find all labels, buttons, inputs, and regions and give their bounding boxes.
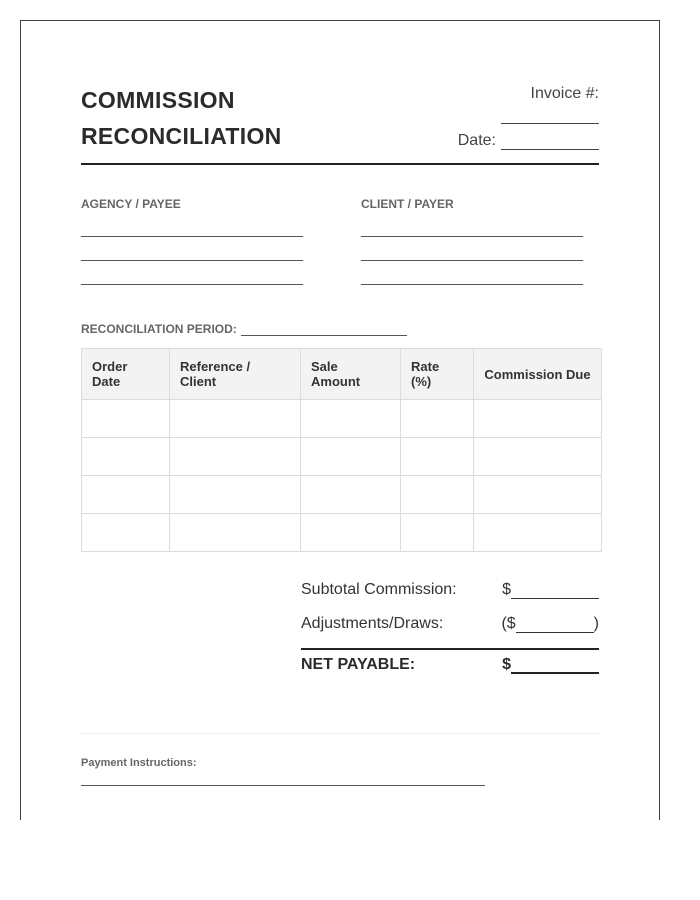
footer-divider	[81, 733, 599, 734]
table-cell[interactable]	[170, 400, 301, 438]
table-row	[82, 514, 602, 552]
agency-line-2[interactable]	[81, 260, 303, 261]
date-row	[458, 132, 599, 150]
document-title-line-1: COMMISSION	[81, 87, 235, 113]
commission-table	[81, 348, 602, 552]
table-cell[interactable]	[474, 476, 602, 514]
table-cell[interactable]	[170, 476, 301, 514]
agency-payee-label: AGENCY / PAYEE	[81, 197, 181, 211]
table-cell[interactable]	[82, 438, 170, 476]
table-cell[interactable]	[474, 400, 602, 438]
client-payer-label: CLIENT / PAYER	[361, 197, 454, 211]
reconciliation-period-field[interactable]	[241, 323, 407, 336]
header-commission-due	[474, 349, 602, 400]
header-order-date-line-2: Date	[92, 374, 121, 389]
header-rate-line-2: (%)	[411, 374, 432, 389]
agency-line-1[interactable]	[81, 236, 303, 237]
header-reference-client-line-2: Client	[180, 374, 217, 389]
table-cell[interactable]	[82, 400, 170, 438]
net-payable-currency-symbol: $	[502, 656, 511, 673]
subtotal-commission-value	[502, 581, 599, 599]
net-payable-value	[502, 656, 599, 674]
table-cell[interactable]	[301, 400, 401, 438]
header-reference-client	[170, 349, 301, 400]
adjustments-draws-label: Adjustments/Draws:	[301, 615, 444, 632]
table-cell[interactable]	[401, 400, 474, 438]
table-row	[82, 438, 602, 476]
table-row	[82, 400, 602, 438]
invoice-number-field[interactable]	[501, 123, 599, 124]
header-divider	[81, 163, 599, 165]
table-cell[interactable]	[170, 438, 301, 476]
header-order-date	[82, 349, 170, 400]
client-line-1[interactable]	[361, 236, 583, 237]
payment-instructions-field[interactable]	[81, 785, 485, 786]
table-cell[interactable]	[474, 514, 602, 552]
client-line-2[interactable]	[361, 260, 583, 261]
agency-line-3[interactable]	[81, 284, 303, 285]
table-cell[interactable]	[301, 438, 401, 476]
net-payable-field[interactable]	[511, 656, 599, 674]
header-rate-line-1: Rate	[411, 359, 440, 374]
table-cell[interactable]	[401, 438, 474, 476]
reconciliation-period-label: RECONCILIATION PERIOD:	[81, 322, 237, 336]
adjustments-draws-field[interactable]	[516, 616, 594, 633]
date-label: Date:	[457, 132, 496, 149]
header-sale-amount-line-1: Sale	[311, 359, 338, 374]
table-cell[interactable]	[301, 514, 401, 552]
table-cell[interactable]	[82, 514, 170, 552]
payment-instructions-label: Payment Instructions:	[81, 757, 197, 769]
document-title-line-2: RECONCILIATION	[81, 123, 282, 149]
reconciliation-period	[81, 322, 407, 336]
table-cell[interactable]	[170, 514, 301, 552]
table-row	[82, 476, 602, 514]
subtotal-commission-field[interactable]	[511, 582, 599, 599]
header-rate	[401, 349, 474, 400]
document-page	[20, 20, 660, 820]
table-cell[interactable]	[301, 476, 401, 514]
table-header-row	[82, 349, 602, 400]
header-sale-amount	[301, 349, 401, 400]
invoice-number-label: Invoice #:	[530, 85, 599, 102]
table-cell[interactable]	[82, 476, 170, 514]
adjustments-open-paren: ($	[501, 615, 516, 632]
adjustments-close-paren: )	[593, 615, 599, 632]
table-cell[interactable]	[401, 514, 474, 552]
subtotal-commission-label: Subtotal Commission:	[301, 581, 457, 598]
adjustments-draws-value	[501, 615, 599, 633]
table-cell[interactable]	[474, 438, 602, 476]
header-reference-client-line-1: Reference /	[180, 359, 251, 374]
net-payable-label: NET PAYABLE:	[301, 656, 416, 673]
table-cell[interactable]	[401, 476, 474, 514]
date-field[interactable]	[501, 133, 599, 150]
header-sale-amount-line-2: Amount	[311, 374, 361, 389]
net-payable-divider	[301, 648, 599, 650]
subtotal-currency-symbol: $	[502, 581, 511, 598]
header-commission-due-label: Commission Due	[484, 366, 591, 382]
header-order-date-line-1: Order	[92, 359, 128, 374]
client-line-3[interactable]	[361, 284, 583, 285]
